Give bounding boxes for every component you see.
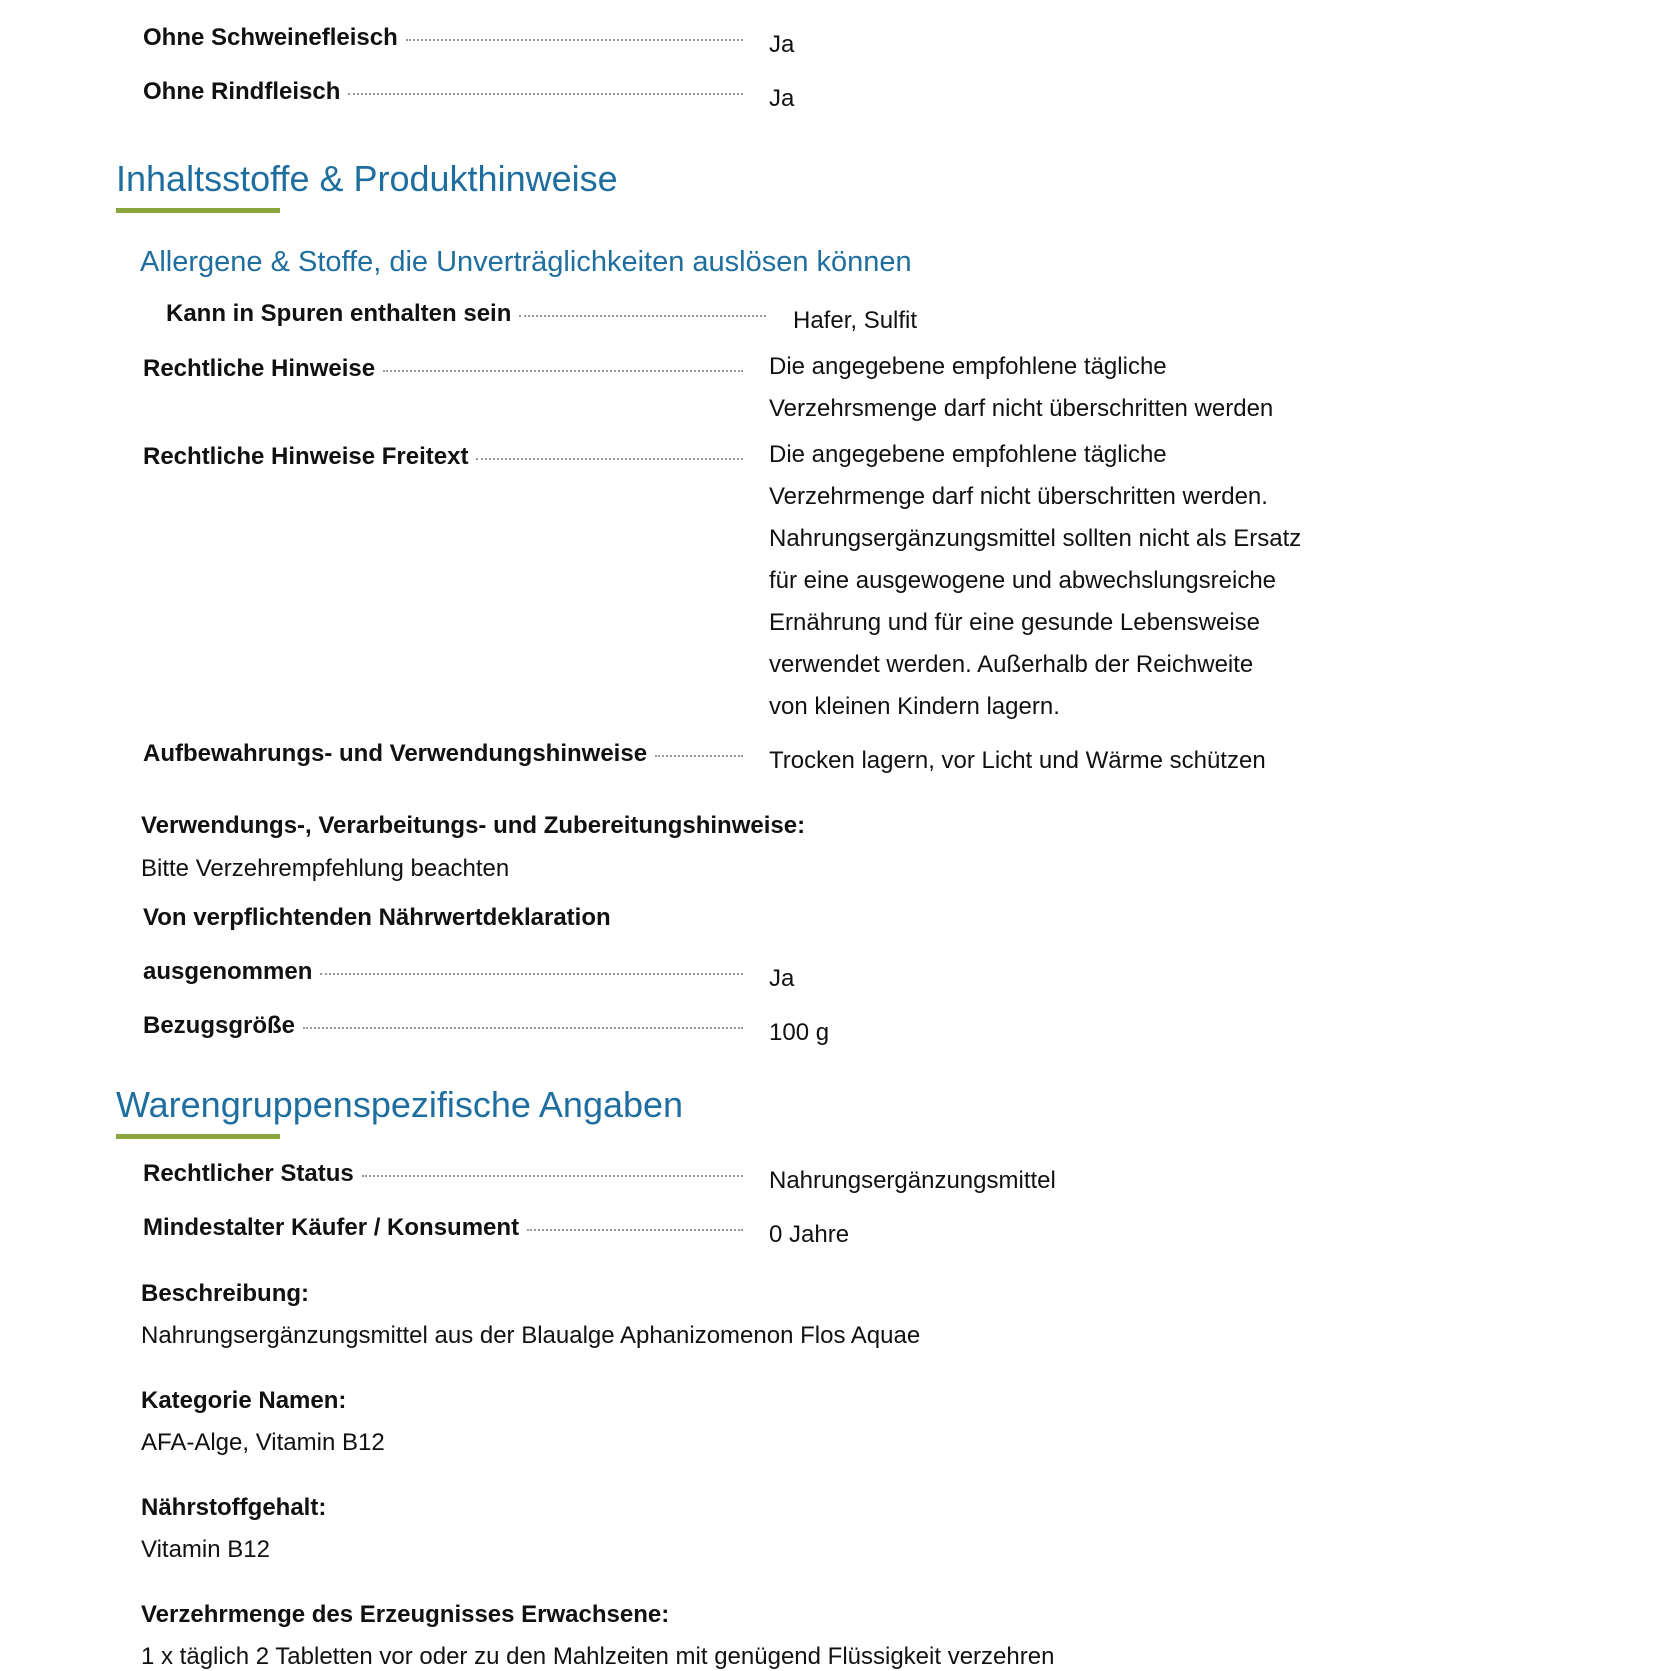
row-label-rechtliche-hinweise <box>143 355 743 383</box>
row-label-aufbewahrung <box>143 740 743 768</box>
label-text: Bezugsgröße <box>143 1012 296 1039</box>
text-verzehrmenge: 1 x täglich 2 Tabletten vor oder zu den Mahlzeiten mit genügend Flüssigkeit verzehren <box>141 1643 1055 1670</box>
dot-leader <box>383 369 743 372</box>
label-text: Rechtlicher Status <box>143 1160 354 1187</box>
label-beschreibung: Beschreibung: <box>141 1280 310 1307</box>
section-title-underline <box>116 1134 280 1139</box>
value-mindestalter: 0 Jahre <box>769 1221 850 1248</box>
subsection-title-allergene: Allergene & Stoffe, die Unverträglichkeiten auslösen können <box>140 246 912 278</box>
label-verzehrmenge: Verzehrmenge des Erzeugnisses Erwachsene: <box>141 1601 670 1628</box>
dot-leader <box>519 314 766 317</box>
dot-leader <box>406 38 743 41</box>
label-naehrwertdeklaration-line1: Von verpflichtenden Nährwertdeklaration <box>143 904 611 931</box>
text-line: von kleinen Kindern lagern. <box>769 693 1060 720</box>
label-text: Rechtliche Hinweise <box>143 355 376 382</box>
dot-leader <box>655 754 743 757</box>
value-ohne-schweinefleisch: Ja <box>769 31 795 58</box>
row-label-rechtlicher-status <box>143 1160 743 1188</box>
value-spuren: Hafer, Sulfit <box>793 307 918 334</box>
dot-leader <box>527 1228 743 1231</box>
label-naehrstoffgehalt: Nährstoffgehalt: <box>141 1494 327 1521</box>
dot-leader <box>348 92 743 95</box>
row-label-bezugsgroesse <box>143 1012 743 1040</box>
dot-leader <box>476 457 743 460</box>
text-line: Ernährung und für eine gesunde Lebensweise <box>769 609 1261 636</box>
row-label-spuren <box>166 300 766 328</box>
row-label-rechtliche-hinweise-freitext <box>143 443 743 471</box>
value-aufbewahrung: Trocken lagern, vor Licht und Wärme schützen <box>769 747 1266 774</box>
dot-leader <box>362 1174 743 1177</box>
section-title-warengruppen: Warengruppenspezifische Angaben <box>116 1084 684 1125</box>
row-label-ohne-rindfleisch <box>143 78 743 106</box>
text-kategorie-namen: AFA-Alge, Vitamin B12 <box>141 1429 385 1456</box>
label-text: Rechtliche Hinweise Freitext <box>143 443 469 470</box>
section-title-underline <box>116 208 280 213</box>
text-line: Verzehrsmenge darf nicht überschritten werden <box>769 395 1274 422</box>
section-title-inhaltsstoffe: Inhaltsstoffe & Produkthinweise <box>116 158 618 199</box>
label-text: ausgenommen <box>143 958 313 985</box>
row-label-ohne-schweinefleisch <box>143 24 743 52</box>
label-text: Aufbewahrungs- und Verwendungshinweise <box>143 740 648 767</box>
text-verwendungshinweise: Bitte Verzehrempfehlung beachten <box>141 855 510 882</box>
value-ausgenommen: Ja <box>769 965 795 992</box>
label-verwendungshinweise: Verwendungs-, Verarbeitungs- und Zubereitungshinweise: <box>141 812 806 839</box>
row-label-ausgenommen <box>143 958 743 986</box>
row-label-mindestalter <box>143 1214 743 1242</box>
label-text: Kann in Spuren enthalten sein <box>166 300 512 327</box>
value-rechtliche-hinweise <box>769 346 1349 430</box>
value-ohne-rindfleisch: Ja <box>769 85 795 112</box>
text-line: verwendet werden. Außerhalb der Reichweite <box>769 651 1254 678</box>
dot-leader <box>320 972 743 975</box>
value-bezugsgroesse: 100 g <box>769 1019 830 1046</box>
text-beschreibung: Nahrungsergänzungsmittel aus der Blaualge Aphanizomenon Flos Aquae <box>141 1322 921 1349</box>
text-line: Verzehrmenge darf nicht überschritten werden. <box>769 483 1268 510</box>
label-text: Ohne Rindfleisch <box>143 78 341 105</box>
dot-leader <box>303 1026 743 1029</box>
label-kategorie-namen: Kategorie Namen: <box>141 1387 347 1414</box>
value-rechtlicher-status: Nahrungsergänzungsmittel <box>769 1167 1056 1194</box>
text-line: Die angegebene empfohlene tägliche <box>769 353 1167 380</box>
label-text: Ohne Schweinefleisch <box>143 24 398 51</box>
label-text: Mindestalter Käufer / Konsument <box>143 1214 520 1241</box>
text-naehrstoffgehalt: Vitamin B12 <box>141 1536 270 1563</box>
text-line: für eine ausgewogene und abwechslungsreiche <box>769 567 1277 594</box>
text-line: Die angegebene empfohlene tägliche <box>769 441 1167 468</box>
value-rechtliche-hinweise-freitext <box>769 434 1349 728</box>
text-line: Nahrungsergänzungsmittel sollten nicht als Ersatz <box>769 525 1302 552</box>
